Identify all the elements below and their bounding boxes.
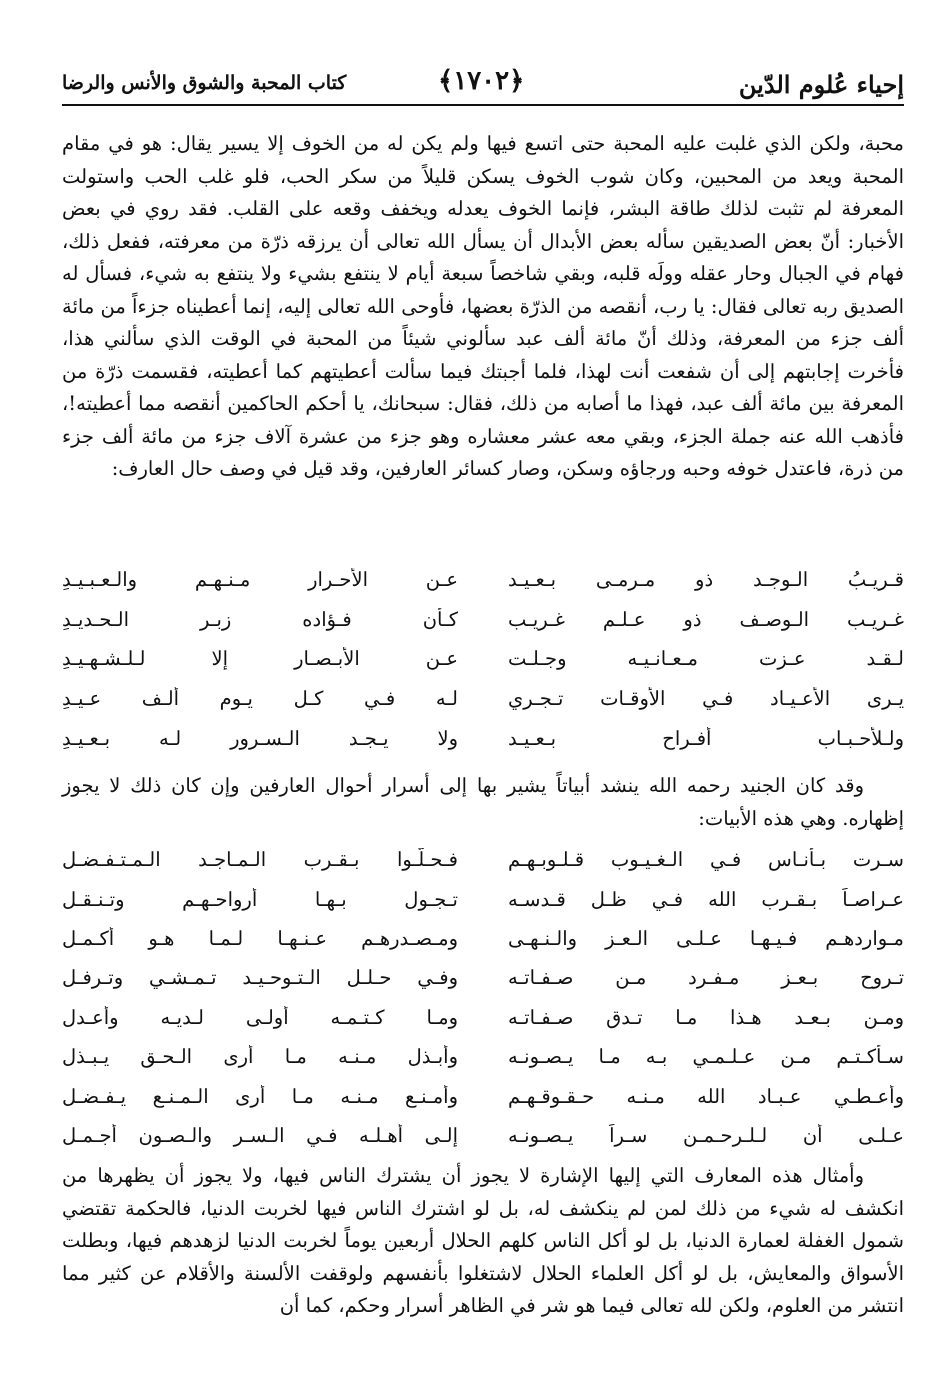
verse-first-hemistich: وأعـطـي عـبـاد الله مـنـه حـقـوقـهـم xyxy=(508,1084,904,1108)
ornament-brace-right: ﴿ xyxy=(509,66,525,96)
paragraph-3 xyxy=(62,1160,904,1323)
poem-2 xyxy=(62,840,904,1155)
verse-second-hemistich: ومـصـدرهـم عـنـهـا لـمـا هـو أكـمـلِ xyxy=(62,926,458,950)
verse-second-hemistich: كـأن فـؤاده زبـر الـحـديـدِ xyxy=(62,607,458,631)
verse-first-hemistich: قـريـبُ الـوجـد ذو مـرمـى بـعـيـد xyxy=(508,568,904,592)
verse-first-hemistich: مـواردهـم فـيـهـا عـلـى الـعـز والـنـهـى xyxy=(508,926,904,950)
verse xyxy=(62,919,904,958)
verse xyxy=(62,998,904,1037)
paragraph-1-text: محبة، ولكن الذي غلبت عليه المحبة حتى اتسع فيها ولم يكن له من الخوف إلا يسير يقال: هو في مقام المحبة ويعد من المحبين، وكان شوب الخوف يسكن قليلاً من سكر الحب، فلو غلب الحب واستولت المعرفة لم تثبت لذلك طاقة البشر، فإنما الخوف يعدله ويخفف وقعه على القلب. فقد روي في بعض الأخبار: أنّ بعض الصديقين سأله بعض الأبدال أن يسأل الله تعالى أن يرزقه ذرّة من معرفته، ففعل ذلك، فهام في الجبال وحار عقله وولَه قلبه، وبقي شاخصاً سبعة أيام لا ينتفع بشيء ولا ينتفع به شيء، فسأل له الصديق ربه تعالى فقال: يا رب، أنقصه من الذرّة بعضها، فأوحى الله تعالى إليه، إنما أعطيناه جزءاً من مائة ألف جزء من المعرفة، وذلك أنّ مائة ألف عبد سألوني شيئاً من المحبة في الوقت الذي سألني هذا، فأخرت إجابتهم إلى أن شفعت أنت لهذا، فلما أجبتك فيما سألت أعطيتهم كما أعطيته، فقسمت ذرّة من المعرفة بين مائة ألف عبد، فهذا ما أصابه من ذلك، فقال: سبحانك، يا أحكم الحاكمين أنقصه مما أعطيته!، فأذهب الله عنه جملة الجزء، وبقي معه عشر معشاره وهو جزء من عشرة آلاف جزء من مائة ألف جزء من ذرة، فاعتدل خوفه وحبه ورجاؤه وسكن، وصار كسائر العارفين، وقد قيل في وصف حال العارف: xyxy=(62,132,904,480)
verse-second-hemistich: تـجـول بـهـا أرواحـهـم وتـنـقـلِ xyxy=(62,887,458,911)
verse xyxy=(62,560,904,600)
verse xyxy=(62,1037,904,1076)
verse-first-hemistich: ولـلأحـبـاب أفـراح بـعـيـد xyxy=(508,726,904,750)
chapter-title: كتاب المحبة والشوق والأنس والرضا xyxy=(62,72,347,94)
verse xyxy=(62,1116,904,1155)
verse-first-hemistich: غـريـب الـوصـف ذو عـلـم غـريـب xyxy=(508,607,904,631)
verse xyxy=(62,718,904,758)
verse-second-hemistich: وأبـذل مـنـه مـا أرى الـحـق يـبـذلِ xyxy=(62,1045,458,1069)
verse xyxy=(62,879,904,918)
verse-first-hemistich: لـقـد عـزت مـعـانـيـه وجـلـت xyxy=(508,647,904,671)
verse-second-hemistich: عـن الأحـرار مـنـهـم والـعـبـيـدِ xyxy=(62,568,458,592)
ornament-brace-left: ﴾ xyxy=(438,66,454,96)
verse-second-hemistich: ولا يـجـد الـسـرور لـه بـعـيـدِ xyxy=(62,726,458,750)
paragraph-2-text: وقد كان الجنيد رحمه الله ينشد أبياتاً يشير بها إلى أسرار أحوال العارفين وإن كان ذلك لا يجوز إظهاره. وهي هذه الأبيات: xyxy=(62,774,904,830)
verse xyxy=(62,679,904,719)
verse-second-hemistich: فـحـلّـوا بـقـرب الـمـاجـد الـمـتـفـضـلِ xyxy=(62,848,458,872)
verse-first-hemistich: ومـن بـعـد هـذا مـا تـدق صـفـاتـه xyxy=(508,1005,904,1029)
verse-second-hemistich: وفـي حـلـل الـتـوحـيـد تـمـشـي وتـرفـلِ xyxy=(62,966,458,990)
verse-first-hemistich: عـلـى أن لـلـرحـمـن سـراً يـصـونـه xyxy=(508,1123,904,1147)
verse-first-hemistich: تـروح بـعـز مـفـرد مـن صـفـاتـه xyxy=(508,966,904,990)
verse xyxy=(62,958,904,997)
verse-first-hemistich: يـرى الأعـيـاد فـي الأوقـات تـجـري xyxy=(508,687,904,711)
verse-second-hemistich: وأمـنـع مـنـه مـا أرى الـمـنـع يـفـضـلِ xyxy=(62,1084,458,1108)
paragraph-1 xyxy=(62,128,904,486)
page-number-group xyxy=(438,66,524,96)
paragraph-3-text: وأمثال هذه المعارف التي إليها الإشارة لا يجوز أن يشترك الناس فيها، ولا يجوز أن يظهرها من انكشف له شيء من ذلك لمن لم ينكشف له، بل لو اشترك الناس فيها لخربت الدنيا، فالحكمة تقتضي شمول الغفلة لعمارة الدنيا، بل لو أكل الناس كلهم الحلال أربعين يوماً لخربت الدنيا لزهدهم فيها، وبطلت الأسواق والمعايش، بل لو أكل العلماء الحلال لاشتغلوا بأنفسهم ولوقفت الألسنة والأقلام عن كثير مما انتشر من العلوم، ولكن لله تعالى فيما هو شر في الظاهر أسرار وحكم، كما أن xyxy=(62,1164,904,1317)
verse-first-hemistich: عـراصـاً بـقـرب الله فـي ظـل قـدسـه xyxy=(508,887,904,911)
header-rule xyxy=(62,104,904,106)
verse-first-hemistich: سـأكـتـم مـن عـلـمـي بـه مـا يـصـونـه xyxy=(508,1045,904,1069)
verse-second-hemistich: إلـى أهـلـه فـي الـسـر والـصـون أجـمـلِ xyxy=(62,1123,458,1147)
verse-second-hemistich: ومـا كـتـمـه أولـى لـديـه وأعـدلِ xyxy=(62,1005,458,1029)
verse-second-hemistich: لـه فـي كـل يـوم ألـف عـيـدِ xyxy=(62,687,458,711)
page-number: ١٧٠٢ xyxy=(453,66,510,96)
verse xyxy=(62,1076,904,1115)
book-title: إحياء عُلوم الدّين xyxy=(738,70,904,99)
verse-first-hemistich: سـرت بـأنـاس فـي الـغـيـوب قـلـوبـهـم xyxy=(508,848,904,872)
verse xyxy=(62,639,904,679)
verse xyxy=(62,840,904,879)
verse-second-hemistich: عـن الأبـصـار إلا لـلـشـهـيـدِ xyxy=(62,647,458,671)
verse xyxy=(62,600,904,640)
paragraph-2 xyxy=(62,770,904,835)
book-page xyxy=(62,0,904,1395)
page-header xyxy=(62,58,904,104)
poem-1 xyxy=(62,560,904,758)
